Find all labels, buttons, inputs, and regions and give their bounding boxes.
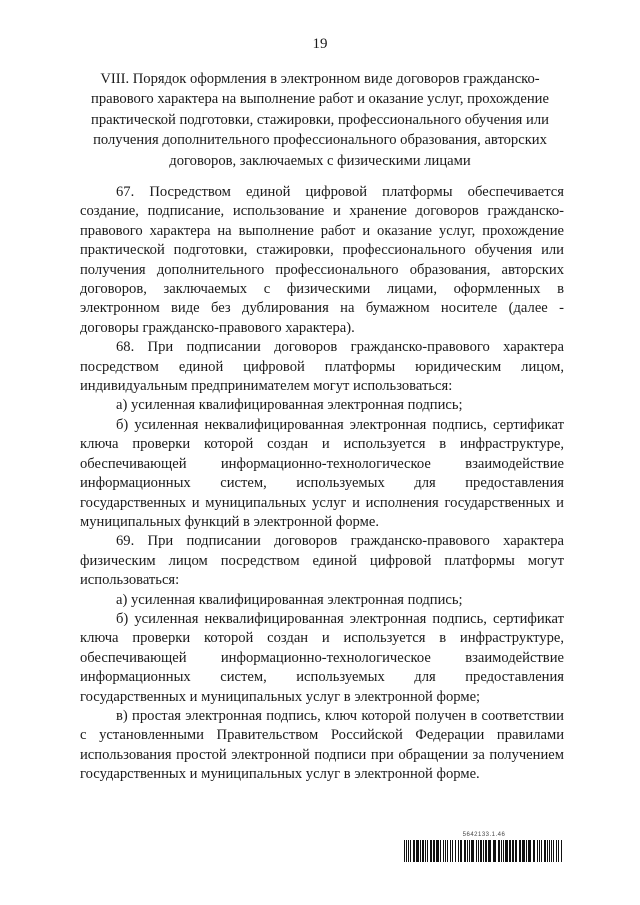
paragraph-69-item-b: б) усиленная неквалифицированная электронная подпись, сертификат ключа проверки которой создан и используется в инфраструктуре, обеспечивающей информационно-технологическое взаимодействие информационных систем, используемых для предоставления государственных и муниципальных услуг в электронной форме;	[80, 610, 564, 705]
paragraph-67: 67. Посредством единой цифровой платформы обеспечивается создание, подписание, использование и хранение договоров гражданско-правового характера на выполнение работ и оказание услуг, прохождение практической подготовки, стажировки, профессионального обучения или получения дополнительного профессионального образования, авторских договоров, заключаемых с физическими лицами, оформленных в электронном виде без дублирования на бумажном носителе (далее - договоры гражданско-правового характера).	[80, 184, 564, 336]
paragraph-69: 69. При подписании договоров гражданско-правового характера физическим лицом посредством единой цифровой платформы могут использоваться:	[80, 533, 564, 589]
paragraph-68-item-b: б) усиленная неквалифицированная электронная подпись, сертификат ключа проверки которой создан и используется в инфраструктуре, обеспечивающей информационно-технологическое взаимодействие информационных систем, используемых для предоставления государственных и муниципальных услуг и исполнения государственных и муниципальных функций в электронной форме.	[80, 416, 564, 530]
paragraph-69-item-v: в) простая электронная подпись, ключ которой получен в соответствии с установленными Правительством Российской Федерации правилами использования простой электронной подписи при обращении за получением государственных и муниципальных услуг в электронной форме.	[80, 707, 564, 783]
paragraph-68-item-a: а) усиленная квалифицированная электронная подпись;	[116, 397, 463, 414]
section-heading: VIII. Порядок оформления в электронном виде договоров гражданско-правового характера на выполнение работ и оказание услуг, прохождение практической подготовки, стажировки, профессионального обучения или получения дополнительного профессионального образования, авторских договоров, заключаемых с физическими лицами	[91, 71, 549, 169]
paragraph-69-item-a: а) усиленная квалифицированная электронная подпись;	[116, 591, 463, 608]
paragraph-68: 68. При подписании договоров гражданско-правового характера посредством единой цифровой платформы юридическим лицом, индивидуальным предпринимателем могут использоваться:	[80, 339, 564, 395]
barcode-bars	[404, 840, 564, 862]
barcode-number: 5642133.1.46	[462, 832, 506, 838]
barcode	[404, 832, 564, 862]
page-number: 19	[312, 36, 328, 52]
document-body	[80, 183, 564, 785]
